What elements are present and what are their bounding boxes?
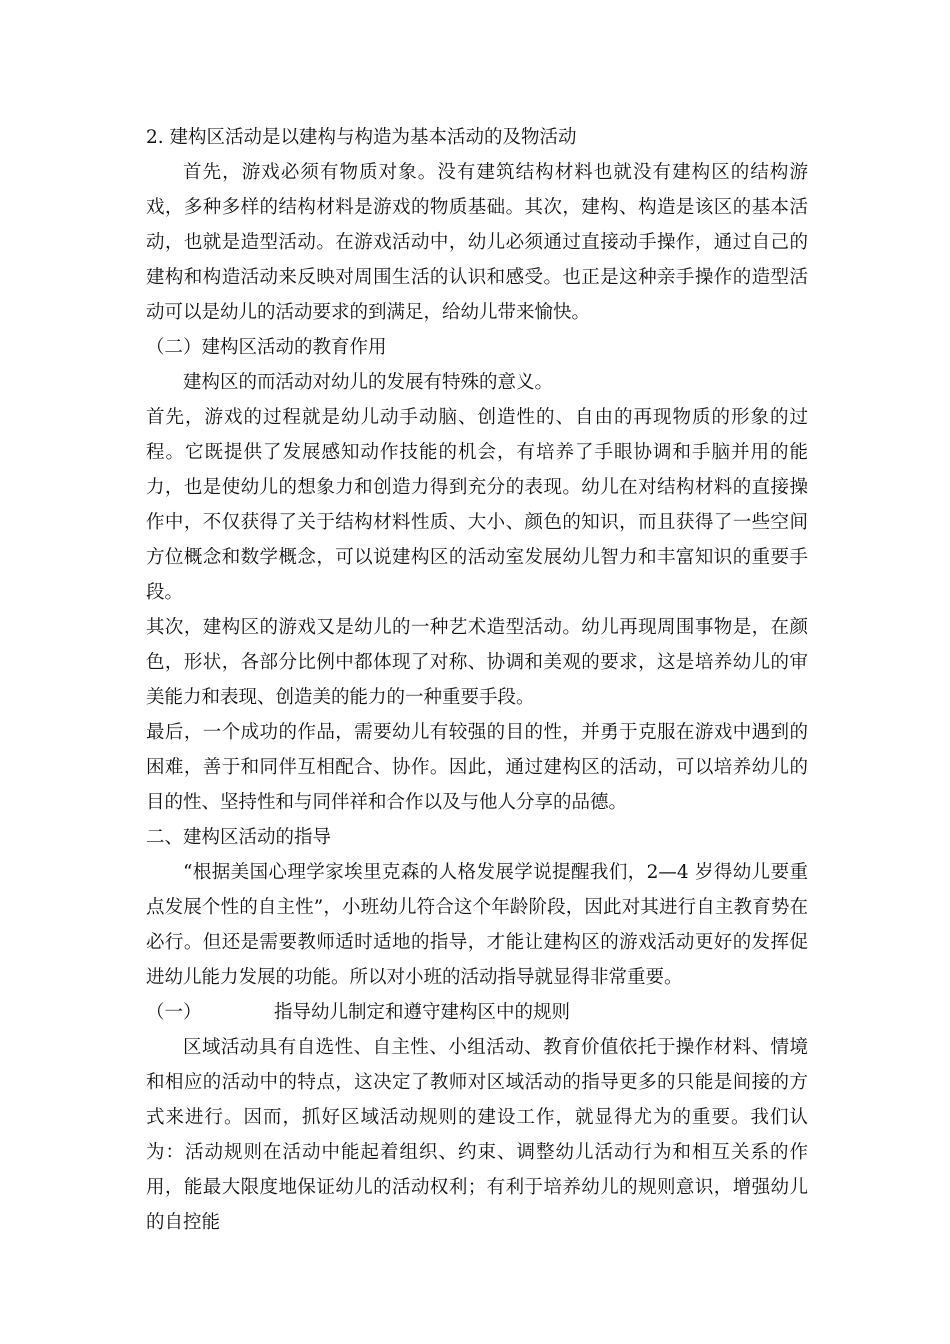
chapter-2-title: 二、建构区活动的指导 bbox=[146, 827, 332, 848]
subsection-1-heading bbox=[146, 995, 808, 1030]
document-body bbox=[146, 120, 808, 1240]
paragraph-6: “根据美国心理学家埃里克森的人格发展学说提醒我们，2—4 岁得幼儿要重点发展个性的自主性”，小班幼儿符合这个年龄阶段，因此对其进行自主教育势在必行。但还是需要教师适时适地的指导，才能让建构区的游戏活动更好的发挥促进幼儿能力发展的功能。所以对小班的活动指导就显得非常重要。 bbox=[146, 862, 808, 988]
section-2-title: （二）建构区活动的教育作用 bbox=[146, 337, 387, 358]
subsection-1-title: 指导幼儿制定和遵守建构区中的规则 bbox=[274, 1002, 571, 1023]
paragraph-3: 首先，游戏的过程就是幼儿动手动脑、创造性的、自由的再现物质的形象的过程。它既提供了发展感知动作技能的机会，有培养了手眼协调和手脑并用的能力，也是使幼儿的想象力和创造力得到充分的表现。幼儿在对结构材料的直接操作中，不仅获得了关于结构材料性质、大小、颜色的知识，而且获得了一些空间方位概念和数学概念，可以说建构区的活动室发展幼儿智力和丰富知识的重要手段。 bbox=[146, 407, 808, 603]
heading-2: 2. 建构区活动是以建构与构造为基本活动的及物活动 bbox=[146, 127, 577, 148]
subsection-1-label: （一） bbox=[146, 1002, 202, 1023]
paragraph-2: 建构区的而活动对幼儿的发展有特殊的意义。 bbox=[183, 372, 554, 393]
paragraph-7: 区域活动具有自选性、自主性、小组活动、教育价值依托于操作材料、情境和相应的活动中的特点，这决定了教师对区域活动的指导更多的只能是间接的方式来进行。因而，抓好区域活动规则的建设工作，就显得尤为的重要。我们认为：活动规则在活动中能起着组织、约束、调整幼儿活动行为和相互关系的作用，能最大限度地保证幼儿的活动权利；有利于培养幼儿的规则意识，增强幼儿的自控能 bbox=[146, 1037, 808, 1233]
paragraph-5: 最后，一个成功的作品，需要幼儿有较强的目的性，并勇于克服在游戏中遇到的困难，善于和同伴互相配合、协作。因此，通过建构区的活动，可以培养幼儿的目的性、坚持性和与同伴祥和合作以及与他人分享的品德。 bbox=[146, 722, 808, 813]
paragraph-4: 其次，建构区的游戏又是幼儿的一种艺术造型活动。幼儿再现周围事物是，在颜色，形状，各部分比例中都体现了对称、协调和美观的要求，这是培养幼儿的审美能力和表现、创造美的能力的一种重要手段。 bbox=[146, 617, 808, 708]
paragraph-1: 首先，游戏必须有物质对象。没有建筑结构材料也就没有建构区的结构游戏，多种多样的结构材料是游戏的物质基础。其次，建构、构造是该区的基本活动，也就是造型活动。在游戏活动中，幼儿必须通过直接动手操作，通过自己的建构和构造活动来反映对周围生活的认识和感受。也正是这种亲手操作的造型活动可以是幼儿的活动要求的到满足，给幼儿带来愉快。 bbox=[146, 162, 808, 323]
